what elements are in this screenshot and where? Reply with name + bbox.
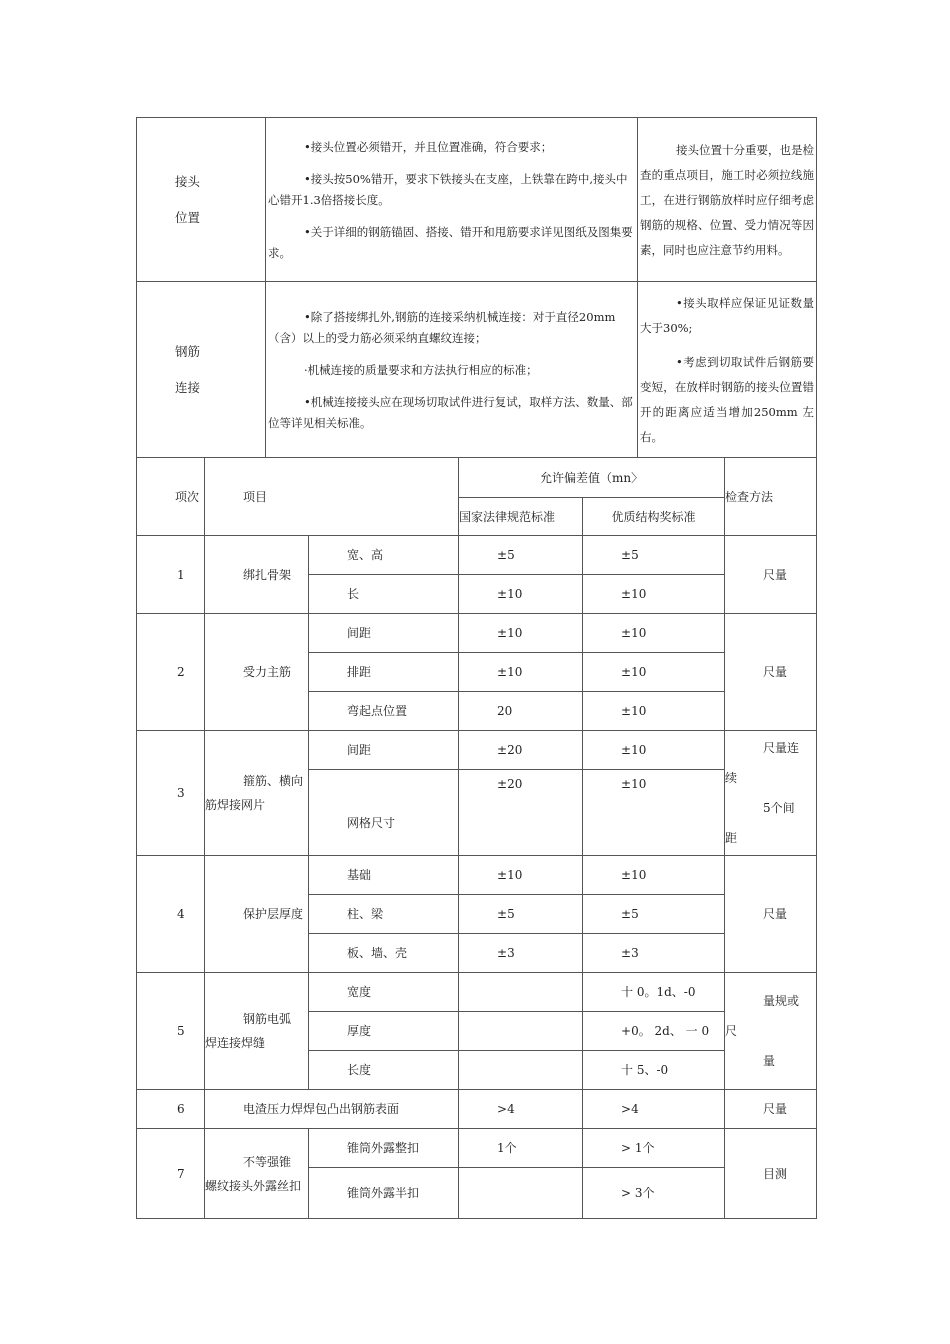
row-item: 受力主筋 xyxy=(205,614,309,731)
joint-position-notes xyxy=(638,118,817,282)
check-method: 尺量 xyxy=(725,614,817,731)
quality-value: ±10 xyxy=(583,692,725,731)
row-index: 1 xyxy=(137,536,205,614)
check-method: 目测 xyxy=(725,1129,817,1219)
quality-value: ±10 xyxy=(583,856,725,895)
method-line: 5个间 xyxy=(763,801,795,815)
table-row xyxy=(137,973,817,1012)
method-line: 尺 xyxy=(725,1024,738,1038)
row-index: 4 xyxy=(137,856,205,973)
document-page xyxy=(136,117,816,1219)
check-method: 尺量 xyxy=(725,536,817,614)
row-item xyxy=(205,1129,309,1219)
national-value xyxy=(459,973,583,1012)
national-value: ±10 xyxy=(459,856,583,895)
national-value: >4 xyxy=(459,1090,583,1129)
rule-text: •接头位置必须错开，并且位置准确，符合要求； xyxy=(304,140,553,154)
sub-item: 厚度 xyxy=(309,1012,459,1051)
sub-item: 间距 xyxy=(309,731,459,770)
rule-text: •接头按50%错开，要求下铁接头在支座，上铁靠在跨中,接头中心错开1.3倍搭接长度。 xyxy=(268,172,628,207)
tolerance-table xyxy=(136,457,817,1219)
row-index: 7 xyxy=(137,1129,205,1219)
label-line: 连接 xyxy=(175,379,201,395)
national-value: ±5 xyxy=(459,895,583,934)
row-item: 绑扎骨架 xyxy=(205,536,309,614)
row-index: 6 xyxy=(137,1090,205,1129)
sub-item: 锥筒外露整扣 xyxy=(309,1129,459,1168)
national-value: ±20 xyxy=(459,770,583,856)
rebar-connection-rules xyxy=(266,282,638,458)
quality-value: ±10 xyxy=(583,614,725,653)
table-row xyxy=(137,1129,817,1168)
method-line: 量规或 xyxy=(763,994,800,1008)
sub-item: 锥筒外露半扣 xyxy=(309,1168,459,1219)
item-line: 筋焊接网片 xyxy=(205,798,266,812)
sub-item: 间距 xyxy=(309,614,459,653)
item-line: 焊连接焊缝 xyxy=(205,1036,266,1050)
joint-position-row xyxy=(137,118,817,282)
check-method xyxy=(725,731,817,856)
header-tolerance: 允许偏差值（mn〉 xyxy=(459,458,725,498)
quality-value: ±5 xyxy=(583,536,725,575)
quality-value: ±10 xyxy=(583,770,725,856)
quality-value: ±10 xyxy=(583,731,725,770)
header-row xyxy=(137,458,817,498)
item-line: 箍筋、横向 xyxy=(243,774,304,788)
quality-value: ±10 xyxy=(583,575,725,614)
sub-item: 宽度 xyxy=(309,973,459,1012)
method-line: 尺量连 xyxy=(763,741,800,755)
table-row xyxy=(137,614,817,653)
row-index: 5 xyxy=(137,973,205,1090)
header-quality: 优质结构奖标准 xyxy=(583,498,725,536)
note-text: 接头位置十分重要，也是检查的重点项目，施工时必须拉线施工，在进行钢筋放样时应仔细考虑钢筋的规格、位置、受力情况等因素，同时也应注意节约用料。 xyxy=(640,143,814,257)
method-line: 续 xyxy=(725,771,738,785)
row-index: 2 xyxy=(137,614,205,731)
header-national: 国家法律规范标准 xyxy=(459,498,583,536)
row-item xyxy=(205,973,309,1090)
note-text: •考虑到切取试件后钢筋要变短，在放样时钢筋的接头位置错开的距离应适当增加250mm 左右。 xyxy=(640,355,814,444)
quality-value: 十 0。1d、-0 xyxy=(583,973,725,1012)
label-line: 接头 xyxy=(175,173,201,189)
quality-value: 十 5、-0 xyxy=(583,1051,725,1090)
sub-item: 柱、梁 xyxy=(309,895,459,934)
rebar-connection-notes xyxy=(638,282,817,458)
quality-value: > 3个 xyxy=(583,1168,725,1219)
sub-item: 网格尺寸 xyxy=(309,770,459,856)
item-line: 钢筋电弧 xyxy=(243,1012,292,1026)
quality-value: ±3 xyxy=(583,934,725,973)
label-line: 位置 xyxy=(175,209,201,225)
rule-text: •机械连接接头应在现场切取试件进行复试，取样方法、数量、部位等详见相关标准。 xyxy=(268,395,633,430)
national-value xyxy=(459,1012,583,1051)
quality-value: ±5 xyxy=(583,895,725,934)
national-value: 20 xyxy=(459,692,583,731)
quality-value: +0。 2d、 一 0 xyxy=(583,1012,725,1051)
rebar-connection-label xyxy=(137,282,266,458)
national-value: ±10 xyxy=(459,614,583,653)
national-value: ±5 xyxy=(459,536,583,575)
sub-item: 弯起点位置 xyxy=(309,692,459,731)
row-item: 电渣压力焊焊包凸出钢筋表面 xyxy=(205,1090,459,1129)
joint-requirements-table xyxy=(136,117,817,458)
national-value xyxy=(459,1051,583,1090)
sub-item: 长 xyxy=(309,575,459,614)
check-method: 尺量 xyxy=(725,856,817,973)
label-line: 钢筋 xyxy=(175,343,201,359)
national-value: 1个 xyxy=(459,1129,583,1168)
row-index: 3 xyxy=(137,731,205,856)
sub-item: 板、墙、壳 xyxy=(309,934,459,973)
table-row xyxy=(137,1090,817,1129)
row-item: 保护层厚度 xyxy=(205,856,309,973)
check-method xyxy=(725,973,817,1090)
check-method: 尺量 xyxy=(725,1090,817,1129)
row-item xyxy=(205,731,309,856)
sub-item: 长度 xyxy=(309,1051,459,1090)
sub-item: 宽、高 xyxy=(309,536,459,575)
table-row xyxy=(137,731,817,770)
national-value: ±10 xyxy=(459,653,583,692)
rule-text: •关于详细的钢筋锚固、搭接、错开和甩筋要求详见图纸及图集要求。 xyxy=(268,225,633,260)
header-index: 项次 xyxy=(137,458,205,536)
rule-text: ·机械连接的质量要求和方法执行相应的标准； xyxy=(304,363,538,377)
method-line: 量 xyxy=(763,1054,776,1068)
joint-position-rules xyxy=(266,118,638,282)
national-value: ±20 xyxy=(459,731,583,770)
national-value: ±10 xyxy=(459,575,583,614)
table-row xyxy=(137,856,817,895)
sub-item: 排距 xyxy=(309,653,459,692)
header-item: 项目 xyxy=(205,458,459,536)
quality-value: ±10 xyxy=(583,653,725,692)
national-value xyxy=(459,1168,583,1219)
note-text: •接头取样应保证见证数量大于30%; xyxy=(640,296,814,335)
national-value: ±3 xyxy=(459,934,583,973)
header-method: 检查方法 xyxy=(725,458,817,536)
sub-item: 基础 xyxy=(309,856,459,895)
item-line: 不等强锥 xyxy=(243,1154,292,1169)
table-row xyxy=(137,536,817,575)
quality-value: >4 xyxy=(583,1090,725,1129)
rule-text: •除了搭接绑扎外,钢筋的连接采纳机械连接：对于直径20mm （含）以上的受力筋必须采纳直螺纹连接； xyxy=(268,310,616,345)
method-line: 距 xyxy=(725,831,738,845)
joint-position-label xyxy=(137,118,266,282)
item-line: 螺纹接头外露丝扣 xyxy=(205,1178,302,1193)
rebar-connection-row xyxy=(137,282,817,458)
quality-value: > 1个 xyxy=(583,1129,725,1168)
